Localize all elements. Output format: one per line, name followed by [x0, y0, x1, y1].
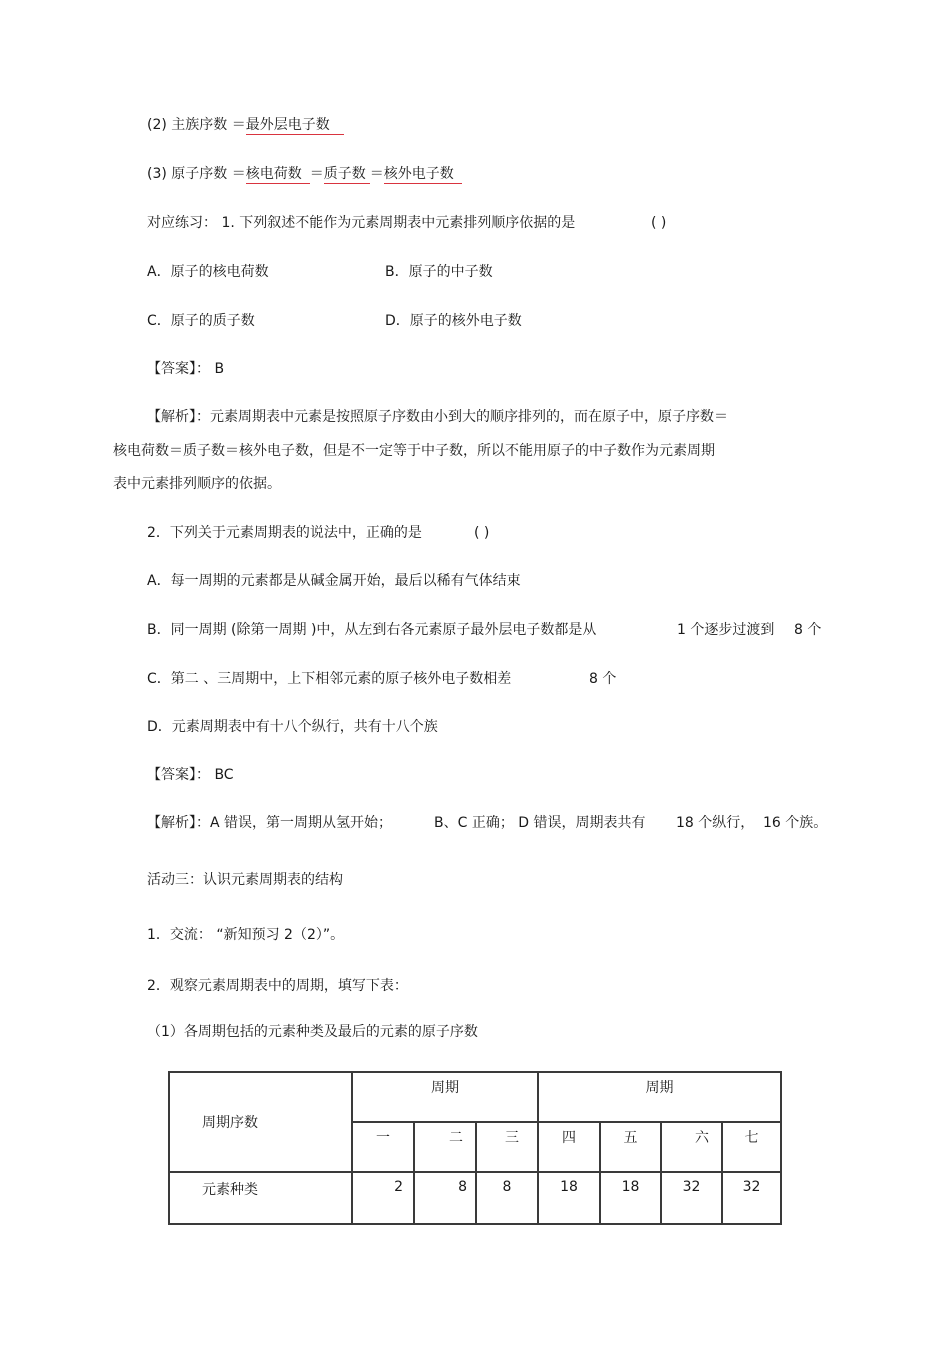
rule-3-answer-1: 核电荷数 — [246, 166, 310, 184]
element-count-cell: 2 — [352, 1172, 414, 1224]
rule-2-prefix: (2) 主族序数 ＝ — [147, 117, 246, 133]
q1-option-c: C．原子的质子数 — [147, 313, 255, 329]
q2-analysis-part-3: 18 个纵行， — [676, 815, 755, 831]
q2-option-b: B．同一周期 (除第一周期 )中，从左到右各元素原子最外层电子数都是从 — [147, 622, 597, 638]
q2-option-d: D．元素周期表中有十八个纵行，共有十八个族 — [147, 719, 438, 735]
period-header-cell: 四 — [538, 1122, 600, 1172]
period-header-cell: 二 — [414, 1122, 476, 1172]
q2-option-b-part-3: 8 个 — [794, 622, 822, 638]
q1-analysis-line-1: 【解析】：元素周期表中元素是按照原子序数由小到大的顺序排列的，而在原子中，原子序数＝ — [147, 409, 728, 425]
period-number-label: 周期序数 — [202, 1115, 258, 1131]
question-2-blank: ( ) — [474, 525, 490, 541]
q1-option-d: D．原子的核外电子数 — [385, 313, 522, 329]
q1-answer: 【答案】： B — [147, 361, 225, 377]
period-group-header-2: 周期 — [538, 1072, 781, 1122]
question-2-text: 2．下列关于元素周期表的说法中，正确的是 — [147, 525, 422, 541]
q2-option-c: C．第二 、三周期中，上下相邻元素的原子核外电子数相差 — [147, 671, 512, 687]
periods-table — [168, 1071, 782, 1225]
question-1-text: 对应练习： 1. 下列叙述不能作为元素周期表中元素排列顺序依据的是 — [147, 215, 576, 231]
period-header-cell: 六 — [661, 1122, 722, 1172]
activity-title: 活动三：认识元素周期表的结构 — [147, 872, 343, 888]
table-corner-cell — [169, 1072, 352, 1172]
equals-sign: ＝ — [309, 166, 324, 182]
question-1 — [147, 213, 575, 233]
rule-3-answer-2: 质子数 — [324, 166, 370, 184]
q2-analysis-part-2: B、C 正确； D 错误，周期表共有 — [434, 815, 646, 831]
element-count-cell: 32 — [661, 1172, 722, 1224]
rule-3-answer-3: 核外电子数 — [384, 166, 462, 184]
q2-analysis: 【解析】：A 错误，第一周期从氢开始； — [147, 815, 393, 831]
period-header-cell: 五 — [600, 1122, 661, 1172]
element-count-cell: 18 — [538, 1172, 600, 1224]
q2-answer: 【答案】： BC — [147, 767, 234, 783]
q2-option-c-part-2: 8 个 — [589, 671, 617, 687]
element-count-label-cell — [169, 1172, 352, 1224]
element-count-cell: 32 — [722, 1172, 781, 1224]
rule-3 — [147, 164, 462, 184]
rule-2 — [147, 115, 344, 135]
activity-item-3: （1）各周期包括的元素种类及最后的元素的原子序数 — [147, 1024, 478, 1040]
equals-sign: ＝ — [369, 166, 384, 182]
period-header-cell: 一 — [352, 1122, 414, 1172]
q1-analysis-line-3: 表中元素排列顺序的依据。 — [113, 476, 281, 492]
period-header-cell: 三 — [476, 1122, 538, 1172]
q2-option-a: A．每一周期的元素都是从碱金属开始，最后以稀有气体结束 — [147, 573, 521, 589]
q2-analysis-part-4: 16 个族。 — [763, 815, 828, 831]
element-count-cell: 18 — [600, 1172, 661, 1224]
question-1-blank: ( ) — [651, 215, 667, 231]
rule-3-prefix: (3) 原子序数 ＝ — [147, 166, 246, 182]
element-count-cell: 8 — [476, 1172, 538, 1224]
q1-analysis-line-2: 核电荷数＝质子数＝核外电子数，但是不一定等于中子数，所以不能用原子的中子数作为元素周期 — [113, 443, 715, 459]
activity-item-1: 1．交流： “新知预习 2（2）”。 — [147, 927, 345, 943]
rule-2-answer: 最外层电子数 — [246, 117, 344, 135]
element-count-label: 元素种类 — [202, 1182, 258, 1198]
period-group-header-1: 周期 — [352, 1072, 538, 1122]
element-count-cell: 8 — [414, 1172, 476, 1224]
q2-option-b-part-2: 1 个逐步过渡到 — [677, 622, 775, 638]
period-header-cell: 七 — [722, 1122, 781, 1172]
activity-item-2: 2．观察元素周期表中的周期，填写下表： — [147, 978, 408, 994]
q1-option-a: A．原子的核电荷数 — [147, 264, 269, 280]
q1-option-b: B．原子的中子数 — [385, 264, 493, 280]
